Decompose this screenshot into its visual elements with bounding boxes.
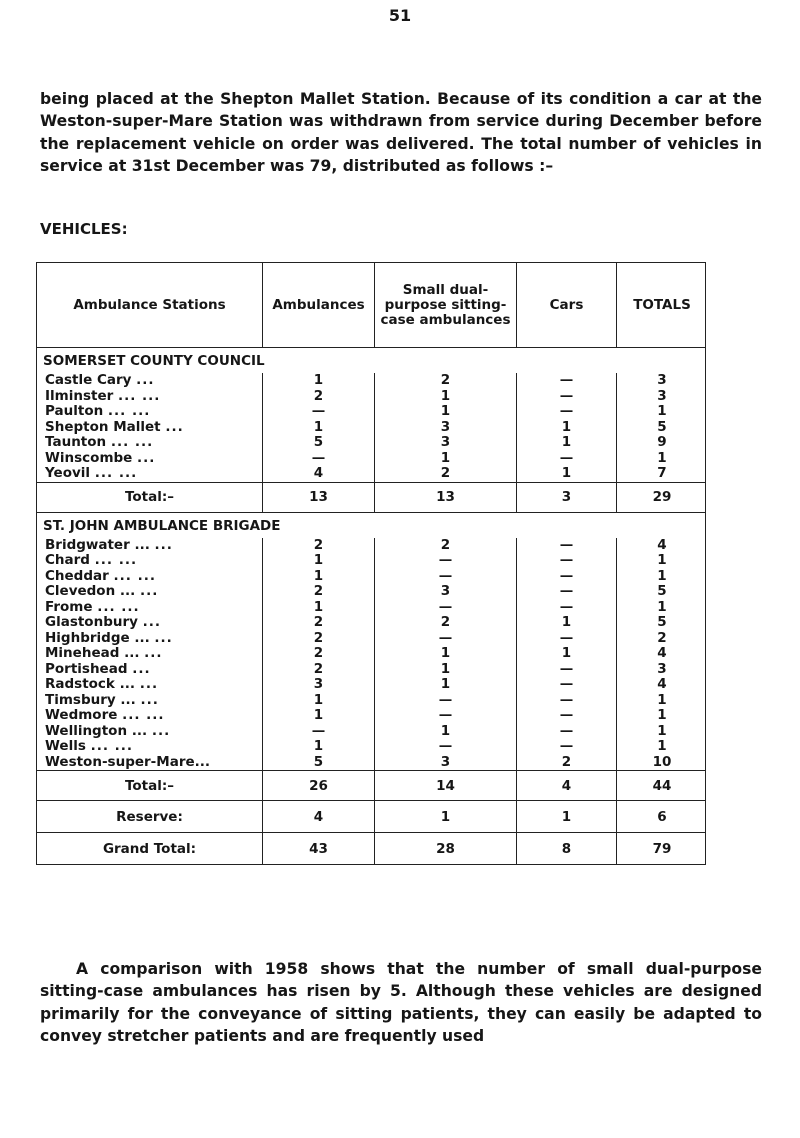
station-cell (45, 724, 262, 740)
small-cell: 3 (440, 434, 451, 450)
station-name: Frome (45, 598, 93, 615)
small-cell: 1 (440, 449, 451, 466)
somerset-total-small: 13 (375, 483, 517, 512)
st-john-total-cars: 4 (517, 771, 617, 800)
vehicles-table (36, 262, 706, 865)
st-john-total-row (37, 770, 705, 800)
total-cell: 2 (657, 629, 667, 646)
station-name: Portishead (45, 660, 128, 677)
station-cell (45, 662, 262, 678)
total-cell: 4 (657, 536, 667, 553)
station-name: Ilminster (45, 387, 114, 404)
leader-dots: ... ... (97, 598, 140, 615)
total-cell: 1 (657, 449, 667, 466)
st-john-small-col (375, 538, 517, 771)
station-cell (45, 693, 262, 709)
station-name: Shepton Mallet (45, 418, 161, 435)
cars-cell: — (559, 583, 574, 599)
small-cell: 2 (440, 465, 451, 481)
small-cell: 2 (440, 372, 451, 388)
station-cell (45, 373, 262, 389)
total-cell: 1 (657, 707, 667, 723)
amb-cell: 1 (313, 738, 324, 754)
st-john-total-all: 44 (652, 777, 672, 794)
leader-dots: ... ... (94, 465, 138, 481)
cars-cell: 1 (561, 434, 572, 450)
station-cell (45, 739, 262, 755)
amb-cell: — (311, 722, 326, 739)
amb-cell: — (311, 403, 326, 419)
cars-cell: 1 (561, 465, 572, 481)
grand-total-small: 28 (375, 833, 517, 864)
station-name: Weston-super-Mare... (45, 753, 211, 770)
cars-cell: — (559, 676, 574, 692)
small-cell: 1 (440, 660, 451, 677)
amb-cell: 5 (313, 753, 324, 770)
amb-cell: 2 (313, 387, 324, 404)
cars-cell: — (559, 372, 574, 388)
st-john-amb-col (263, 538, 375, 771)
leader-dots: ... ... (117, 387, 161, 404)
station-name: Glastonbury (45, 614, 138, 630)
station-name: Highbridge ... (45, 629, 150, 646)
leader-dots: ... ... (90, 738, 134, 754)
somerset-total-all: 29 (652, 489, 672, 505)
small-cell: — (438, 567, 453, 584)
paragraph-bottom: A comparison with 1958 shows that the number of small dual-purpose sitting-case ambulances has risen by 5. Although these vehicles are designed primarily for the conveyance of sitting patients, they can easily be adapted to convey stretcher patients and are frequently used (40, 960, 762, 1045)
leader-dots: ... (142, 614, 162, 630)
station-cell (45, 435, 262, 451)
cars-cell: 2 (561, 753, 572, 770)
total-cell: 1 (657, 691, 667, 708)
st-john-total-col (617, 538, 707, 771)
total-cell: 5 (657, 583, 667, 599)
leader-dots: ... ... (107, 403, 151, 419)
cars-cell: — (559, 403, 574, 419)
page-number: 51 (388, 6, 412, 25)
small-cell: 2 (440, 614, 451, 630)
amb-cell: 1 (313, 598, 324, 615)
station-cell (45, 538, 262, 554)
small-cell: 1 (440, 387, 451, 404)
small-cell: — (438, 707, 453, 723)
total-cell: 4 (657, 676, 667, 692)
grand-total-row (36, 833, 706, 865)
station-name: Radstock ... (45, 676, 135, 692)
leader-dots: ... (137, 449, 156, 466)
cars-cell: — (559, 691, 574, 708)
amb-cell: 2 (313, 645, 324, 661)
small-cell: 1 (440, 722, 451, 739)
leader-dots: ... (151, 722, 171, 739)
leader-dots: ... (139, 583, 159, 599)
station-name: Timsbury ... (45, 691, 136, 708)
small-cell: 3 (440, 418, 451, 435)
station-cell (45, 646, 262, 662)
st-john-total-small: 14 (375, 771, 517, 800)
station-name: Bridgwater ... (45, 536, 150, 553)
station-cell (45, 600, 262, 616)
amb-cell: 4 (313, 465, 324, 481)
station-name: Wellington ... (45, 722, 148, 739)
amb-cell: 2 (313, 614, 324, 630)
leader-dots: ... (132, 660, 151, 677)
somerset-amb-col (263, 373, 375, 482)
amb-cell: 5 (313, 434, 324, 450)
station-name: Yeovil (45, 465, 91, 481)
total-cell: 1 (657, 567, 667, 584)
station-name: Chard (45, 552, 90, 568)
cars-cell: — (559, 598, 574, 615)
grand-total-amb: 43 (263, 833, 375, 864)
total-cell: 3 (657, 372, 667, 388)
reserve-label: Reserve: (37, 801, 263, 832)
somerset-total-label: Total:– (37, 483, 263, 512)
total-cell: 1 (657, 738, 667, 754)
grand-total-label: Grand Total: (37, 833, 263, 864)
reserve-row (36, 801, 706, 833)
st-john-rows (37, 538, 705, 771)
cars-cell: — (559, 738, 574, 754)
amb-cell: 1 (313, 567, 324, 584)
small-cell: — (438, 552, 453, 568)
leader-dots: ... (139, 676, 159, 692)
st-john-total-label: Total:– (37, 771, 263, 800)
total-cell: 5 (657, 418, 667, 435)
grand-total-all: 79 (652, 840, 672, 857)
station-name: Minehead ... (45, 645, 140, 661)
leader-dots: ... ... (113, 567, 156, 584)
total-cell: 1 (657, 403, 667, 419)
station-cell (45, 569, 262, 585)
total-cell: 3 (657, 660, 667, 677)
grand-total-cars: 8 (517, 833, 617, 864)
small-cell: — (438, 629, 453, 646)
cars-cell: 1 (561, 645, 572, 661)
station-name: Taunton (45, 434, 107, 450)
reserve-cars: 1 (517, 801, 617, 832)
amb-cell: 2 (313, 629, 324, 646)
cars-cell: — (559, 552, 574, 568)
station-cell (45, 708, 262, 724)
small-cell: 3 (440, 583, 451, 599)
cars-cell: 1 (561, 418, 572, 435)
somerset-station-col (37, 373, 263, 482)
amb-cell: 1 (313, 372, 324, 388)
station-name: Paulton (45, 403, 104, 419)
total-cell: 7 (657, 465, 667, 481)
header-ambulances: Ambulances (263, 263, 375, 347)
amb-cell: 1 (313, 552, 324, 568)
total-cell: 1 (657, 722, 667, 739)
cars-cell: — (559, 660, 574, 677)
station-cell (45, 553, 262, 569)
leader-dots: ... (154, 536, 173, 553)
small-cell: 2 (440, 536, 451, 553)
station-name: Wells (45, 738, 86, 754)
total-cell: 4 (657, 645, 667, 661)
st-john-cars-col (517, 538, 617, 771)
section-st-john (36, 513, 706, 802)
section-title-somerset: SOMERSET COUNTY COUNCIL (43, 353, 265, 369)
header-small-dual-purpose: Small dual-purpose sitting-case ambulances (375, 263, 517, 347)
leader-dots: ... ... (122, 707, 165, 723)
station-name: Winscombe (45, 449, 133, 466)
table-header (36, 262, 706, 348)
somerset-total-row (37, 482, 705, 512)
small-cell: 3 (440, 753, 451, 770)
station-cell (45, 755, 262, 771)
station-cell (45, 404, 262, 420)
station-cell (45, 451, 262, 467)
station-cell (45, 677, 262, 693)
small-cell: — (438, 598, 453, 615)
station-name: Castle Cary (45, 372, 132, 388)
small-cell: 1 (440, 403, 451, 419)
reserve-small: 1 (375, 801, 517, 832)
cars-cell: — (559, 567, 574, 584)
small-cell: — (438, 738, 453, 754)
leader-dots: ... ... (94, 552, 138, 568)
station-cell (45, 631, 262, 647)
small-cell: — (438, 691, 453, 708)
small-cell: 1 (440, 645, 451, 661)
cars-cell: — (559, 707, 574, 723)
total-cell: 1 (657, 598, 667, 615)
amb-cell: 2 (313, 583, 324, 599)
amb-cell: 2 (313, 660, 324, 677)
leader-dots: ... (144, 645, 163, 661)
amb-cell: 1 (313, 691, 324, 708)
somerset-total-amb: 13 (263, 483, 375, 512)
cars-cell: 1 (561, 614, 572, 630)
amb-cell: — (311, 449, 326, 466)
cars-cell: — (559, 387, 574, 404)
small-cell: 1 (440, 676, 451, 692)
header-stations: Ambulance Stations (37, 263, 263, 347)
st-john-station-col (37, 538, 263, 771)
total-cell: 3 (657, 387, 667, 404)
reserve-total: 6 (657, 808, 667, 825)
station-cell (45, 584, 262, 600)
reserve-amb: 4 (263, 801, 375, 832)
st-john-total-amb: 26 (263, 771, 375, 800)
amb-cell: 3 (313, 676, 324, 692)
somerset-small-col (375, 373, 517, 482)
station-cell (45, 420, 262, 436)
amb-cell: 1 (313, 418, 324, 435)
paragraph-top: being placed at the Shepton Mallet Station. Because of its condition a car at the Weston-super-Mare Station was withdrawn from service during December before the replacement vehicle on order was delivered. The total number of vehicles in service at 31st December was 79, distributed as follows :– (40, 90, 762, 175)
station-name: Clevedon ... (45, 583, 136, 599)
cars-cell: — (559, 449, 574, 466)
total-cell: 5 (657, 614, 667, 630)
station-cell (45, 466, 262, 482)
leader-dots: ... (165, 418, 184, 435)
total-cell: 10 (652, 753, 672, 770)
section-title-st-john: ST. JOHN AMBULANCE BRIGADE (43, 517, 281, 534)
somerset-rows (37, 373, 705, 482)
leader-dots: ... ... (110, 434, 154, 450)
total-cell: 1 (657, 552, 667, 568)
cars-cell: — (559, 629, 574, 646)
station-name: Wedmore (45, 707, 118, 723)
amb-cell: 1 (313, 707, 324, 723)
leader-dots: ... (154, 629, 173, 646)
amb-cell: 2 (313, 536, 324, 553)
leader-dots: ... (140, 691, 159, 708)
somerset-cars-col (517, 373, 617, 482)
station-name: Cheddar (45, 567, 109, 584)
station-cell (45, 389, 262, 405)
cars-cell: — (559, 536, 574, 553)
station-cell (45, 615, 262, 631)
somerset-total-cars: 3 (517, 483, 617, 512)
header-cars: Cars (517, 263, 617, 347)
somerset-total-col (617, 373, 707, 482)
total-cell: 9 (657, 434, 667, 450)
vehicles-heading: VEHICLES: (40, 220, 128, 238)
cars-cell: — (559, 722, 574, 739)
section-somerset (36, 348, 706, 513)
header-totals: TOTALS (633, 296, 691, 313)
leader-dots: ... (136, 372, 155, 388)
